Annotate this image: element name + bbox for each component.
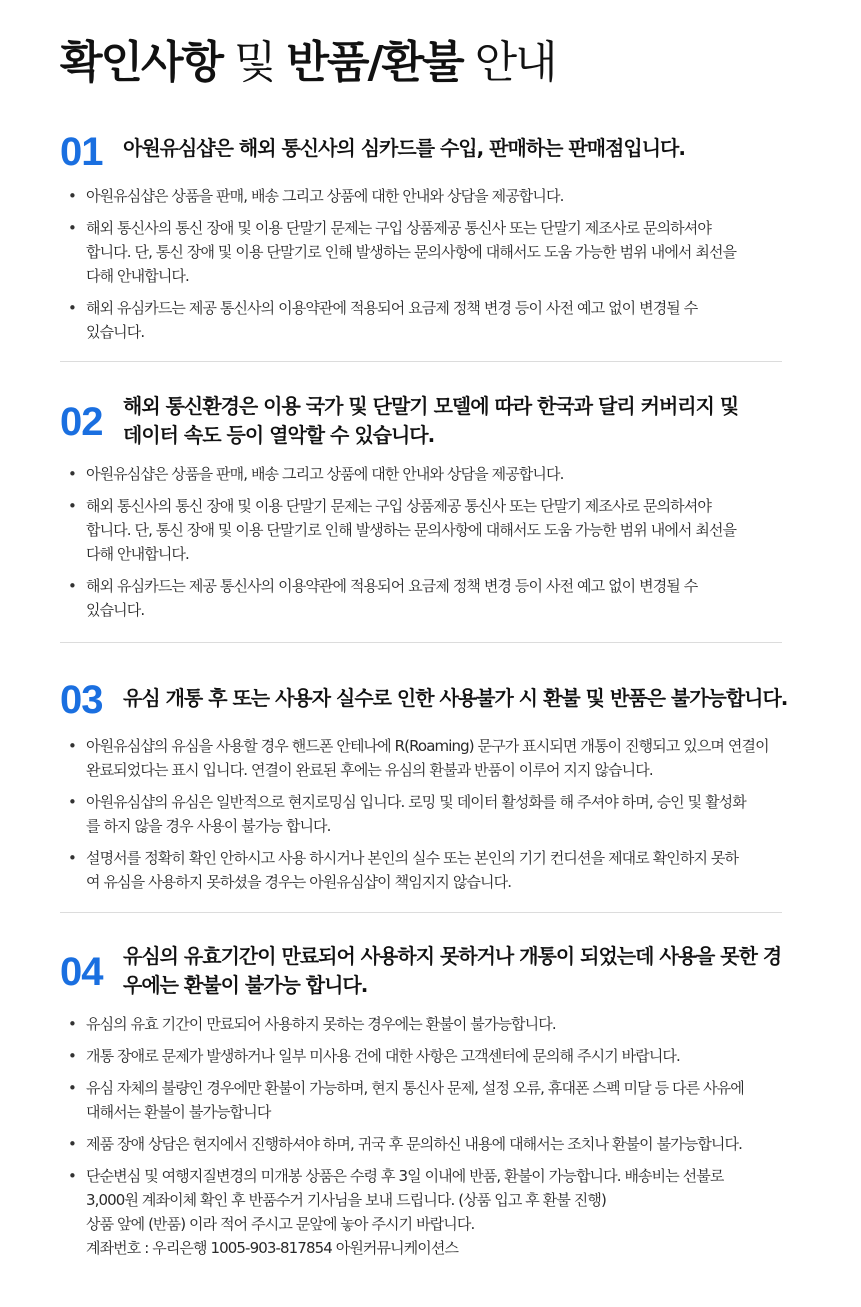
section-divider: [60, 912, 782, 913]
section-divider: [60, 642, 782, 643]
title-connector: 및: [222, 37, 287, 88]
list-item: • 제품 장애 상담은 현지에서 진행하셔야 하며, 귀국 후 문의하신 내용에 대해서는 조치나 환불이 불가능합니다.: [68, 1132, 813, 1156]
list-item: • 아원유심샵의 유심을 사용할 경우 핸드폰 안테나에 R(Roaming) 문구가 표시되면 개통이 진행되고 있으며 연결이 완료되었다는 표시 입니다. 연결이 완료된 후에는 유심의 환불과 반품이 이루어 지지 않습니다.: [68, 734, 813, 782]
list-item: • 해외 통신사의 통신 장애 및 이용 단말기 문제는 구입 상품제공 통신사 또는 단말기 제조사로 문의하셔야 합니다. 단, 통신 장애 및 이용 단말기로 인해 발생하는 문의사항에 대해서도 도움 가능한 범위 내에서 최선을 다해 안내합니다.: [68, 494, 813, 566]
title-bold-part-2: 반품/환불: [286, 37, 463, 88]
list-item: • 해외 유심카드는 제공 통신사의 이용약관에 적용되어 요금제 정책 변경 등이 사전 예고 없이 변경될 수 있습니다.: [68, 296, 813, 344]
list-item: • 아원유심샵의 유심은 일반적으로 현지로밍심 입니다. 로밍 및 데이터 활성화를 해 주셔야 하며, 승인 및 활성화 를 하지 않을 경우 사용이 불가능 합니다.: [68, 790, 813, 838]
section-number: 02: [60, 400, 103, 444]
list-item: • 아원유심샵은 상품을 판매, 배송 그리고 상품에 대한 안내와 상담을 제공합니다.: [68, 184, 813, 208]
list-item: • 유심 자체의 불량인 경우에만 환불이 가능하며, 현지 통신사 문제, 설정 오류, 휴대폰 스펙 미달 등 다른 사유에 대해서는 환불이 불가능합니다: [68, 1076, 813, 1124]
bullet-list: [68, 1012, 813, 1268]
list-item: • 유심의 유효 기간이 만료되어 사용하지 못하는 경우에는 환불이 불가능합니다.: [68, 1012, 813, 1036]
bullet-list: [68, 184, 813, 352]
section-number: 01: [60, 130, 103, 174]
list-item: • 설명서를 정확히 확인 안하시고 사용 하시거나 본인의 실수 또는 본인의 기기 컨디션을 제대로 확인하지 못하 여 유심을 사용하지 못하셨을 경우는 아원유심샵이 책임지지 않습니다.: [68, 846, 813, 894]
section-heading: 유심 개통 후 또는 사용자 실수로 인한 사용불가 시 환불 및 반품은 불가능합니다.: [123, 686, 788, 710]
section-heading: 아원유심샵은 해외 통신사의 심카드를 수입, 판매하는 판매점입니다.: [123, 136, 685, 160]
section-heading: 유심의 유효기간이 만료되어 사용하지 못하거나 개통이 되었는데 사용을 못한 경 우에는 환불이 불가능 합니다.: [123, 944, 782, 997]
list-item: • 해외 통신사의 통신 장애 및 이용 단말기 문제는 구입 상품제공 통신사 또는 단말기 제조사로 문의하셔야 합니다. 단, 통신 장애 및 이용 단말기로 인해 발생하는 문의사항에 대해서도 도움 가능한 범위 내에서 최선을 다해 안내합니다.: [68, 216, 813, 288]
title-rest: 안내: [462, 37, 556, 88]
list-item: • 해외 유심카드는 제공 통신사의 이용약관에 적용되어 요금제 정책 변경 등이 사전 예고 없이 변경될 수 있습니다.: [68, 574, 813, 622]
section-divider: [60, 361, 782, 362]
list-item: • 아원유심샵은 상품을 판매, 배송 그리고 상품에 대한 안내와 상담을 제공합니다.: [68, 462, 813, 486]
list-item: • 개통 장애로 문제가 발생하거나 일부 미사용 건에 대한 사항은 고객센터에 문의해 주시기 바랍니다.: [68, 1044, 813, 1068]
section-number: 03: [60, 678, 103, 722]
title-bold-part: 확인사항: [60, 37, 223, 88]
section-heading: 해외 통신환경은 이용 국가 및 단말기 모델에 따라 한국과 달리 커버리지 및 데이터 속도 등이 열악할 수 있습니다.: [123, 394, 739, 447]
bullet-list: [68, 734, 813, 902]
section-number: 04: [60, 950, 103, 994]
page-title: [60, 28, 556, 98]
list-item: • 단순변심 및 여행지질변경의 미개봉 상품은 수령 후 3일 이내에 반품, 환불이 가능합니다. 배송비는 선불로 3,000원 계좌이체 확인 후 반품수거 기사님을 보내 드립니다. (상품 입고 후 환불 진행) 상품 앞에 (반품) 이라 적어 주시고 문앞에 놓아 주시기 바랍니다. 계좌번호 : 우리은행 1005-903-817854 아원커뮤니케이션스: [68, 1164, 813, 1260]
bullet-list: [68, 462, 813, 630]
